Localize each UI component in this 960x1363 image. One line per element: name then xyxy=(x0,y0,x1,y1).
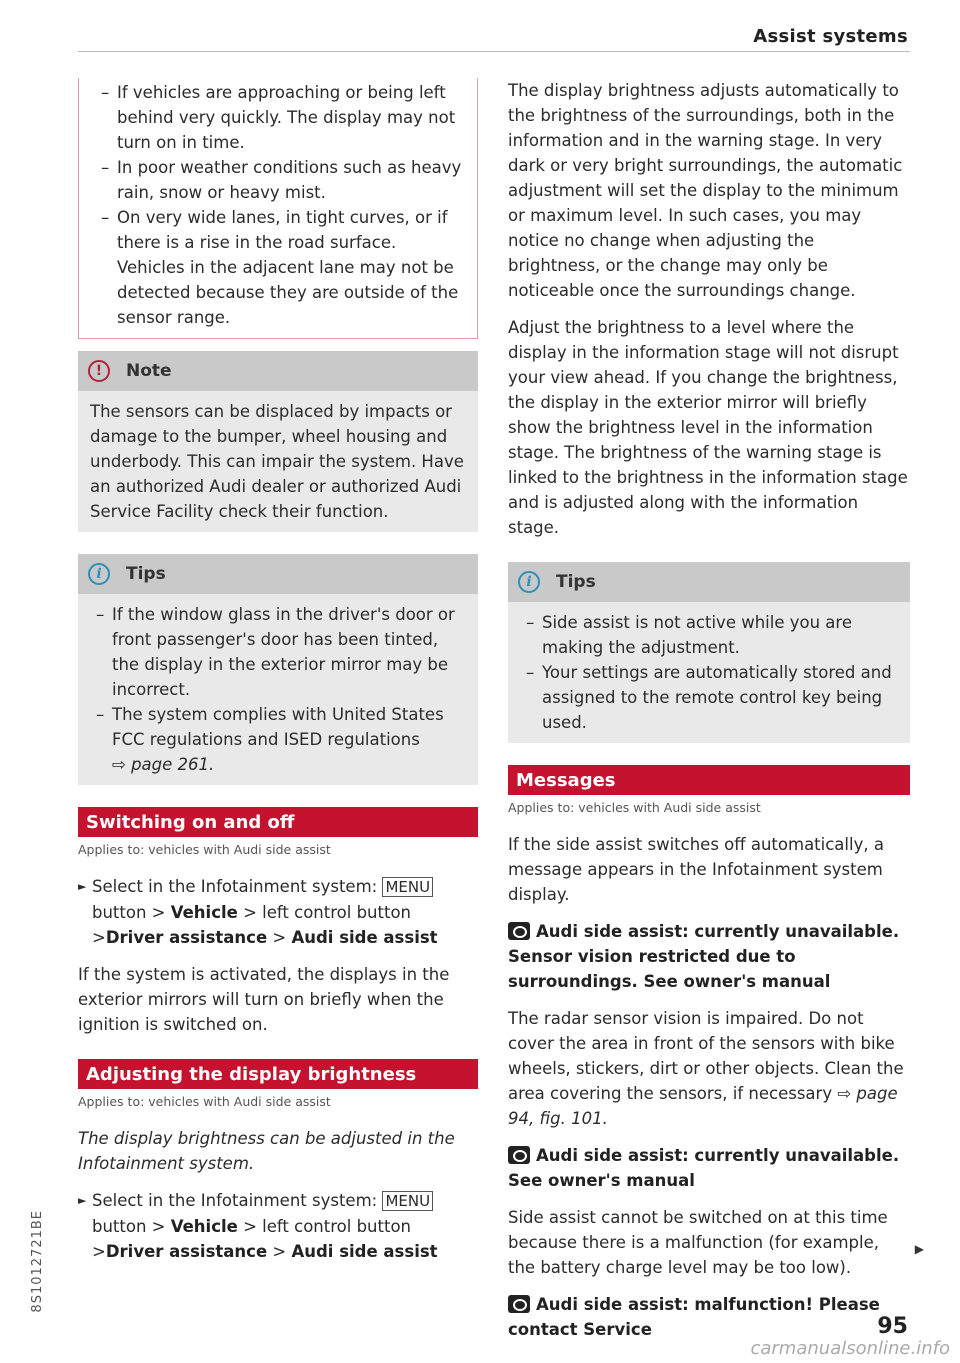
message-heading xyxy=(508,1143,910,1193)
section-heading-switching: Switching on and off xyxy=(78,807,478,837)
left-column xyxy=(78,78,478,1276)
warning-list xyxy=(101,80,467,330)
message-heading xyxy=(508,1292,910,1342)
applies-to-note: Applies to: vehicles with Audi side assist xyxy=(78,842,331,857)
message-description: Side assist cannot be switched on at this time because there is a malfunction (for example, the battery charge level may be too low). xyxy=(508,1208,888,1277)
note-box xyxy=(78,351,478,532)
step-separator: > xyxy=(272,1242,287,1261)
tips-body xyxy=(508,602,910,743)
exclamation-circle-icon: ! xyxy=(88,360,110,382)
tips-header xyxy=(508,562,910,602)
side-assist-warning-icon xyxy=(508,1146,530,1164)
section-heading-messages: Messages xyxy=(508,765,910,795)
menu-path-driver-assistance: Driver assistance xyxy=(105,928,268,947)
tips-item: – If the window glass in the driver's door or front passenger's door has been tinted, the display in the exterior mirror may be incorrect. xyxy=(96,602,466,702)
menu-key: MENU xyxy=(382,877,433,897)
message-heading-text: Audi side assist: currently unavailable. See owner's manual xyxy=(508,1146,900,1190)
page-number: 95 xyxy=(877,1314,908,1339)
step-text: Select in the Infotainment system: xyxy=(92,877,378,896)
tips-item: – Your settings are automatically stored and assigned to the remote control key being used. xyxy=(526,660,898,735)
tips-title: Tips xyxy=(126,563,166,584)
tips-header xyxy=(78,554,478,594)
right-column xyxy=(508,78,910,1354)
section-intro: The display brightness can be adjusted in the Infotainment system. xyxy=(78,1129,455,1173)
watermark: carmanualsonline.info xyxy=(750,1338,950,1359)
tips-title: Tips xyxy=(556,571,596,592)
applies-to-note: Applies to: vehicles with Audi side assist xyxy=(78,1094,331,1109)
tips-body xyxy=(78,594,478,785)
menu-path-vehicle: Vehicle xyxy=(170,903,238,922)
section-heading-brightness: Adjusting the display brightness xyxy=(78,1059,478,1089)
note-text: The sensors can be displaced by impacts or damage to the bumper, wheel housing and underbody. This can impair the system. Have an authorized Audi dealer or authorized Audi Service Facility check their function. xyxy=(78,391,478,532)
warning-item: – If vehicles are approaching or being left behind very quickly. The display may not turn on in time. xyxy=(101,80,467,155)
tips-item: – Side assist is not active while you are making the adjustment. xyxy=(526,610,898,660)
warning-continuation-box xyxy=(78,78,478,339)
menu-key: MENU xyxy=(382,1191,433,1211)
menu-path-side-assist: Audi side assist xyxy=(291,1242,438,1261)
body-paragraph: If the system is activated, the displays in the exterior mirrors will turn on briefly when the ignition is switched on. xyxy=(78,965,450,1034)
running-header: Assist systems xyxy=(753,26,908,47)
step-text: > left control button > xyxy=(92,903,411,947)
message-heading xyxy=(508,919,910,994)
tips-box xyxy=(78,554,478,785)
tips-item-text: The system complies with United States FCC regulations and ISED regulations xyxy=(112,705,444,749)
step-text: > left control button > xyxy=(92,1217,411,1261)
warning-item: – On very wide lanes, in tight curves, or if there is a rise in the road surface. Vehicles in the adjacent lane may not be detected because they are outside of the sensor range. xyxy=(101,205,467,330)
step-separator: > xyxy=(272,928,287,947)
tips-item xyxy=(96,702,466,777)
message-heading-text: Audi side assist: malfunction! Please contact Service xyxy=(508,1295,880,1339)
message-description-text: The radar sensor vision is impaired. Do not cover the area in front of the sensors with bike wheels, stickers, dirt or other objects. Clean the area covering the sensors, if necessary xyxy=(508,1009,904,1103)
step-text: button > xyxy=(92,1217,166,1236)
page-reference-link[interactable]: ⇨ page 261. xyxy=(112,755,215,774)
warning-item: – In poor weather conditions such as heavy rain, snow or heavy mist. xyxy=(101,155,467,205)
body-paragraph: If the side assist switches off automatically, a message appears in the Infotainment system display. xyxy=(508,835,884,904)
applies-to-note: Applies to: vehicles with Audi side assist xyxy=(508,800,761,815)
message-description xyxy=(508,1006,910,1131)
header-rule xyxy=(78,51,910,52)
side-assist-warning-icon xyxy=(508,1295,530,1313)
instruction-step xyxy=(78,874,478,950)
page-reference-link[interactable]: ⇨ page 94, fig. 101. xyxy=(508,1084,898,1128)
note-title: Note xyxy=(126,360,172,381)
document-code: 8S1012721BE xyxy=(30,1210,45,1313)
instruction-step xyxy=(78,1188,478,1264)
note-header xyxy=(78,351,478,391)
step-text: Select in the Infotainment system: xyxy=(92,1191,378,1210)
message-heading-text: Audi side assist: currently unavailable. Sensor vision restricted due to surroundings. See owner's manual xyxy=(508,922,900,991)
body-paragraph: Adjust the brightness to a level where the display in the information stage will not disrupt your view ahead. If you change the brightness, the display in the exterior mirror will briefly show the brightness level in the information stage. The brightness of the warning stage is linked to the brightness in the information stage and is adjusted along with the information stage. xyxy=(508,318,908,537)
body-paragraph: The display brightness adjusts automatically to the brightness of the surroundings, both in the information and in the warning stage. In very dark or very bright surroundings, the automatic adjustment will set the display to the minimum or maximum level. In such cases, you may notice no change when adjusting the brightness, or the change may only be noticeable once the surroundings change. xyxy=(508,81,903,300)
info-circle-icon: i xyxy=(88,563,110,585)
menu-path-side-assist: Audi side assist xyxy=(291,928,438,947)
menu-path-vehicle: Vehicle xyxy=(170,1217,238,1236)
continue-arrow-icon: ▶ xyxy=(914,1242,924,1256)
menu-path-driver-assistance: Driver assistance xyxy=(105,1242,268,1261)
step-text: button > xyxy=(92,903,166,922)
side-assist-warning-icon xyxy=(508,922,530,940)
info-circle-icon: i xyxy=(518,571,540,593)
tips-box xyxy=(508,562,910,743)
